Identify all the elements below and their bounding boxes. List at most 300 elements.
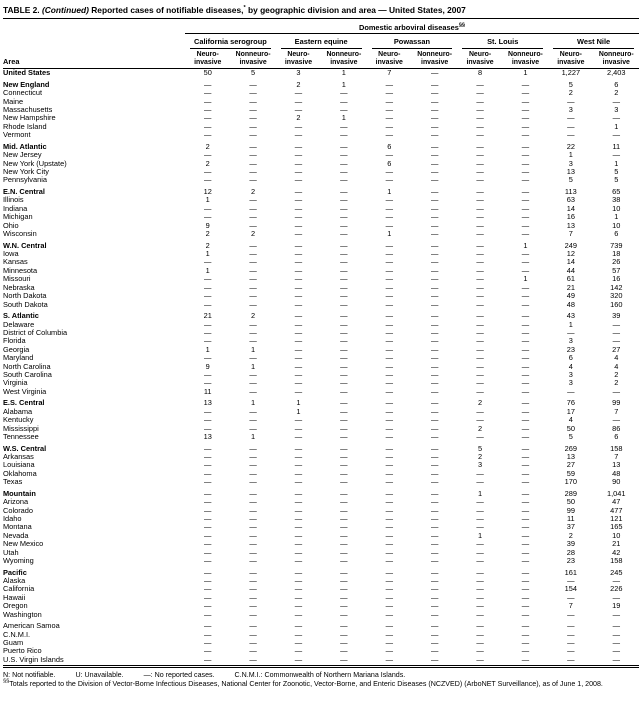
value-cell: — <box>430 646 439 656</box>
value-cell: — <box>385 443 393 453</box>
value-cell: — <box>204 638 212 648</box>
value-cell: 61 <box>566 274 575 284</box>
value-cell: — <box>294 327 303 337</box>
value-cell: 154 <box>564 584 577 594</box>
row-area-label: United States <box>3 68 51 78</box>
value-cell: — <box>521 203 530 213</box>
value-cell: — <box>521 406 530 416</box>
value-cell: — <box>204 423 212 433</box>
value-cell: — <box>294 488 303 498</box>
value-cell: 23 <box>566 344 575 354</box>
value-cell: 289 <box>564 488 577 498</box>
value-cell: — <box>476 212 484 222</box>
value-cell: — <box>340 505 348 515</box>
value-cell: 1 <box>296 406 301 416</box>
footnotes <box>3 668 639 689</box>
value-cell: — <box>294 609 303 619</box>
value-cell: — <box>385 609 393 619</box>
value-cell: — <box>294 167 303 177</box>
table-row-arkansas <box>3 453 639 461</box>
value-cell: — <box>385 121 393 131</box>
row-area-label: Louisiana <box>3 461 35 470</box>
value-cell: — <box>521 150 530 160</box>
value-cell: — <box>249 601 257 611</box>
value-cell: 14 <box>566 257 575 267</box>
column-header-nonneuro-invasive: Nonneuro- invasive <box>321 49 366 69</box>
value-cell: 10 <box>612 220 621 230</box>
row-area-label: Nevada <box>3 531 29 540</box>
value-cell: — <box>521 369 530 379</box>
value-cell: — <box>249 609 257 619</box>
value-cell: — <box>249 468 257 478</box>
value-cell: — <box>204 88 212 98</box>
value-cell: — <box>204 274 212 284</box>
value-cell: 142 <box>610 282 623 292</box>
value-cell: — <box>249 195 257 205</box>
value-cell: — <box>430 249 439 259</box>
value-cell: — <box>476 497 484 507</box>
value-cell: 22 <box>566 141 575 151</box>
value-cell: — <box>521 638 530 648</box>
value-cell: — <box>385 468 393 478</box>
value-cell: — <box>385 150 393 160</box>
value-cell: — <box>521 121 530 131</box>
value-cell: — <box>340 336 348 346</box>
subcolumn-header-row <box>3 49 639 69</box>
value-cell: — <box>430 121 439 131</box>
row-area-label: Massachusetts <box>3 106 53 114</box>
title-text-tail: by geographic division and area — United States, 2007 <box>245 5 466 15</box>
value-cell: — <box>385 621 393 631</box>
value-cell: — <box>430 477 439 487</box>
value-cell: — <box>340 327 348 337</box>
value-cell: 27 <box>566 460 575 470</box>
value-cell: 12 <box>203 187 212 197</box>
table-row-indiana <box>3 205 639 213</box>
value-cell: — <box>294 319 303 329</box>
value-cell: — <box>204 150 212 160</box>
value-cell: — <box>294 265 303 275</box>
value-cell: — <box>430 344 439 354</box>
value-cell: — <box>476 187 484 197</box>
value-cell: — <box>385 415 393 425</box>
value-cell: — <box>249 584 257 594</box>
value-cell: 9 <box>205 361 210 371</box>
column-group-eastern-equine <box>276 34 367 50</box>
value-cell: — <box>476 576 484 586</box>
value-cell: — <box>204 488 212 498</box>
row-area-label: Washington <box>3 610 42 619</box>
value-cell: — <box>204 203 212 213</box>
value-cell: — <box>204 451 212 461</box>
value-cell: 1 <box>205 249 210 259</box>
value-cell: 5 <box>477 443 483 453</box>
value-cell: — <box>430 311 439 321</box>
value-cell: — <box>204 576 212 586</box>
value-cell: — <box>340 96 348 106</box>
column-header-neuro-invasive: Neuro- invasive <box>367 49 412 69</box>
value-cell: — <box>385 344 393 354</box>
value-cell: — <box>204 291 212 301</box>
value-cell: — <box>385 167 393 177</box>
value-cell: — <box>294 203 303 213</box>
value-cell: — <box>385 522 393 532</box>
value-cell: — <box>294 175 303 185</box>
value-cell: — <box>385 175 393 185</box>
value-cell: — <box>521 423 530 433</box>
value-cell: — <box>385 514 393 523</box>
value-cell: — <box>294 522 303 532</box>
row-area-label: Hawaii <box>3 593 26 602</box>
table-row-pacific <box>3 565 639 577</box>
value-cell: — <box>430 460 439 470</box>
value-cell: — <box>204 130 212 140</box>
value-cell: 2 <box>296 113 301 123</box>
value-cell: 1 <box>477 488 483 498</box>
value-cell: — <box>521 488 530 498</box>
value-cell: — <box>476 319 484 329</box>
value-cell: — <box>294 240 303 250</box>
value-cell: — <box>385 451 393 461</box>
value-cell: — <box>204 477 212 487</box>
table-row-colorado <box>3 507 639 515</box>
value-cell: — <box>476 249 484 259</box>
value-cell: — <box>476 175 484 185</box>
value-cell: — <box>340 240 348 250</box>
table-row-w-s-central <box>3 441 639 453</box>
value-cell: — <box>294 229 303 239</box>
value-cell: 23 <box>566 556 575 566</box>
value-cell: — <box>249 282 257 292</box>
value-cell: — <box>385 556 393 566</box>
value-cell: — <box>521 319 530 329</box>
value-cell: — <box>385 547 393 557</box>
value-cell: 1 <box>614 121 619 131</box>
value-cell: — <box>430 130 439 140</box>
value-cell: 2 <box>614 369 619 379</box>
value-cell: — <box>294 158 303 168</box>
value-cell: — <box>385 311 393 321</box>
table-row-michigan <box>3 213 639 221</box>
row-area-label: New England <box>3 79 50 89</box>
value-cell: — <box>294 629 303 639</box>
value-cell: — <box>385 497 393 507</box>
value-cell: — <box>385 646 393 656</box>
value-cell: 38 <box>612 195 621 205</box>
value-cell: — <box>204 406 212 416</box>
value-cell: — <box>430 415 439 425</box>
value-cell: — <box>385 539 393 549</box>
column-group-label: West Nile <box>553 36 634 49</box>
table-row-new-england <box>3 78 639 90</box>
row-area-label: Pennsylvania <box>3 176 47 185</box>
value-cell: 6 <box>568 353 573 363</box>
value-cell: — <box>476 291 484 301</box>
value-cell: — <box>204 547 212 557</box>
table-row-district-of-columbia <box>3 329 639 337</box>
value-cell: — <box>340 158 348 168</box>
value-cell: — <box>385 257 393 267</box>
table-row-utah <box>3 549 639 557</box>
value-cell: 2 <box>251 311 256 321</box>
value-cell: — <box>567 621 575 631</box>
value-cell: — <box>385 530 393 540</box>
value-cell: — <box>385 265 393 275</box>
row-area-label: Connecticut <box>3 89 43 98</box>
value-cell: — <box>476 158 484 168</box>
value-cell: — <box>430 195 439 205</box>
table-row-maine <box>3 98 639 106</box>
value-cell: — <box>430 584 439 594</box>
value-cell: 48 <box>566 299 575 309</box>
value-cell: — <box>294 530 303 540</box>
row-area-label: Mid. Atlantic <box>3 141 47 151</box>
value-cell: — <box>476 311 484 321</box>
row-area-label: Georgia <box>3 345 30 354</box>
value-cell: 1 <box>251 431 256 441</box>
value-cell: 5 <box>614 175 619 185</box>
value-cell: — <box>521 353 530 363</box>
value-cell: 3 <box>568 105 573 114</box>
value-cell: 3 <box>568 378 573 388</box>
value-cell: — <box>340 646 348 656</box>
value-cell: 65 <box>612 187 621 197</box>
value-cell: — <box>204 79 212 89</box>
table-row-connecticut <box>3 89 639 97</box>
row-area-label: Delaware <box>3 320 35 329</box>
value-cell: — <box>476 299 484 309</box>
value-cell: — <box>430 386 439 396</box>
value-cell: — <box>476 79 484 89</box>
table-row-washington <box>3 611 639 619</box>
row-area-label: Arkansas <box>3 452 34 461</box>
value-cell: — <box>204 522 212 532</box>
value-cell: 158 <box>610 556 623 566</box>
value-cell: 47 <box>612 497 621 507</box>
value-cell: — <box>521 378 530 388</box>
value-cell: — <box>521 291 530 301</box>
row-area-label: Maine <box>3 97 24 106</box>
column-group-domestic-arboviral-diseases <box>185 19 639 34</box>
value-cell: — <box>249 150 257 160</box>
value-cell: — <box>294 105 303 114</box>
value-cell: — <box>430 167 439 177</box>
value-cell: — <box>340 547 348 557</box>
value-cell: 1 <box>205 195 210 205</box>
table-row-tennessee <box>3 433 639 441</box>
row-area-label: New Jersey <box>3 151 42 160</box>
value-cell: — <box>476 229 484 239</box>
notifiable-diseases-table <box>3 19 639 668</box>
value-cell: — <box>249 265 257 275</box>
value-cell: — <box>204 505 212 515</box>
value-cell: — <box>612 415 620 425</box>
value-cell: — <box>430 88 439 98</box>
value-cell: — <box>612 150 620 160</box>
value-cell: 245 <box>610 567 623 577</box>
row-area-label: North Carolina <box>3 362 51 371</box>
value-cell: 1 <box>251 398 256 408</box>
row-area-label: Indiana <box>3 204 28 213</box>
table-body <box>3 69 639 667</box>
row-area-label: California <box>3 585 35 594</box>
value-cell: — <box>204 175 212 185</box>
column-header-neuro-invasive: Neuro- invasive <box>548 49 593 69</box>
value-cell: 160 <box>610 299 623 309</box>
row-area-label: North Dakota <box>3 292 47 301</box>
row-area-label: Mountain <box>3 488 36 498</box>
row-area-label: Iowa <box>3 250 19 259</box>
value-cell: — <box>294 130 303 140</box>
table-row-south-carolina <box>3 371 639 379</box>
value-cell: — <box>476 220 484 230</box>
value-cell: — <box>204 282 212 292</box>
value-cell: — <box>503 656 548 667</box>
value-cell: — <box>430 158 439 168</box>
row-area-label: Colorado <box>3 506 33 515</box>
value-cell: — <box>340 187 348 197</box>
value-cell: — <box>294 344 303 354</box>
value-cell: — <box>340 361 348 371</box>
value-cell: 7 <box>614 406 619 416</box>
value-cell: — <box>340 592 348 602</box>
value-cell: 165 <box>610 522 623 532</box>
value-cell: 13 <box>566 220 575 230</box>
value-cell: — <box>340 369 348 379</box>
row-area-label: Wisconsin <box>3 230 37 239</box>
value-cell: — <box>294 584 303 594</box>
value-cell: — <box>294 431 303 441</box>
table-row-nevada <box>3 532 639 540</box>
value-cell: — <box>249 299 257 309</box>
value-cell: 21 <box>612 539 621 549</box>
value-cell: — <box>430 398 439 408</box>
value-cell: — <box>521 522 530 532</box>
value-cell: 1 <box>251 344 256 354</box>
value-cell: — <box>249 175 257 185</box>
value-cell: 2 <box>251 229 256 239</box>
row-area-label: District of Columbia <box>3 328 68 337</box>
value-cell: 7 <box>568 229 573 239</box>
value-cell: — <box>612 576 620 586</box>
value-cell: — <box>340 353 348 363</box>
value-cell: — <box>340 378 348 388</box>
table-row-mississippi <box>3 425 639 433</box>
value-cell: 4 <box>614 361 619 371</box>
value-cell: 4 <box>568 415 573 425</box>
value-cell: — <box>249 443 257 453</box>
value-cell: — <box>612 629 620 639</box>
value-cell: — <box>430 567 439 577</box>
value-cell: — <box>340 282 348 292</box>
value-cell: — <box>476 361 484 371</box>
value-cell: — <box>521 220 530 230</box>
value-cell: — <box>567 629 575 639</box>
value-cell: — <box>249 497 257 507</box>
value-cell: — <box>476 195 484 205</box>
value-cell: — <box>385 220 393 230</box>
value-cell: — <box>567 646 575 656</box>
value-cell: — <box>340 229 348 239</box>
header-spacer <box>3 34 185 50</box>
value-cell: — <box>521 505 530 515</box>
value-cell: 739 <box>610 240 623 250</box>
value-cell: — <box>521 415 530 425</box>
value-cell: — <box>340 249 348 259</box>
value-cell: — <box>430 547 439 557</box>
value-cell: — <box>476 621 484 631</box>
value-cell: — <box>294 601 303 611</box>
value-cell: — <box>430 212 439 222</box>
value-cell: — <box>430 220 439 230</box>
value-cell: — <box>294 299 303 309</box>
value-cell: 11 <box>612 141 621 151</box>
value-cell: 5 <box>251 68 256 78</box>
value-cell: — <box>385 567 393 577</box>
value-cell: — <box>476 353 484 363</box>
value-cell: — <box>249 378 257 388</box>
value-cell: — <box>249 638 257 648</box>
value-cell: 76 <box>566 398 575 408</box>
row-area-label: Missouri <box>3 275 31 284</box>
value-cell: — <box>476 167 484 177</box>
row-area-label: Alabama <box>3 407 33 416</box>
value-cell: — <box>249 629 257 639</box>
value-cell: — <box>204 336 212 346</box>
value-cell: — <box>476 141 484 151</box>
table-row-north-dakota <box>3 292 639 300</box>
value-cell: — <box>249 291 257 301</box>
value-cell: 49 <box>566 291 575 301</box>
value-cell: — <box>612 592 620 602</box>
value-cell: — <box>204 609 212 619</box>
value-cell: — <box>249 220 257 230</box>
value-cell: — <box>430 609 439 619</box>
value-cell: — <box>521 477 530 487</box>
value-cell: — <box>430 353 439 363</box>
column-group-st-louis <box>457 34 548 50</box>
value-cell: — <box>521 79 530 89</box>
table-row-wyoming <box>3 557 639 565</box>
value-cell: 1 <box>387 229 392 239</box>
value-cell: — <box>249 514 257 523</box>
value-cell: 13 <box>566 167 575 177</box>
column-header-neuro-invasive: Neuro- invasive <box>185 49 230 69</box>
value-cell: — <box>430 291 439 301</box>
value-cell: — <box>476 609 484 619</box>
value-cell: — <box>249 592 257 602</box>
value-cell: — <box>294 576 303 586</box>
value-cell: 11 <box>203 386 212 396</box>
value-cell: — <box>476 592 484 602</box>
value-cell: — <box>476 431 484 441</box>
value-cell: 21 <box>203 311 212 321</box>
table-row-delaware <box>3 321 639 329</box>
value-cell: — <box>521 539 530 549</box>
value-cell: 2 <box>205 141 210 151</box>
value-cell: — <box>385 96 393 106</box>
table-row-louisiana <box>3 461 639 469</box>
value-cell: 9 <box>205 220 210 230</box>
value-cell: — <box>430 539 439 549</box>
row-area-label: Tennessee <box>3 432 39 441</box>
value-cell: — <box>521 621 530 631</box>
value-cell: — <box>204 460 212 470</box>
row-area-label: Oklahoma <box>3 469 37 478</box>
value-cell: — <box>294 369 303 379</box>
value-cell: — <box>294 88 303 98</box>
value-cell: 2 <box>477 451 483 461</box>
